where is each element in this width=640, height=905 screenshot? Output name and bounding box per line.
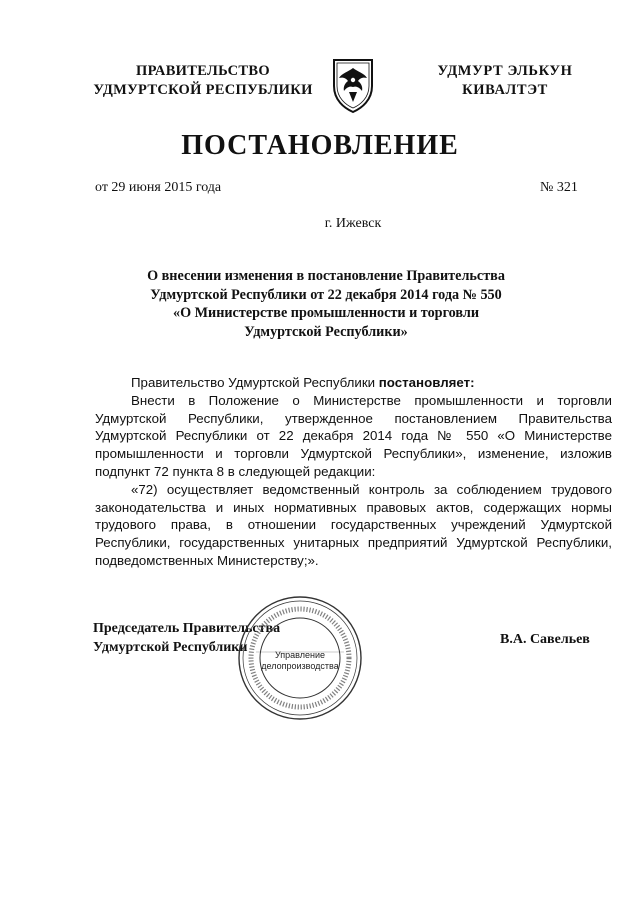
- body-paragraph-3: «72) осуществляет ведомственный контроль за соблюдением трудового законодательства и иных нормативных правовых актов, содержащих нормы трудового права, в отношении государственных учреждений Удмуртской Республики, государственных унитарных предприятий Удмуртской Республики, подведомственных Министерству;».: [95, 481, 612, 568]
- header-right-line1: УДМУРТ ЭЛЬКУН: [437, 63, 573, 79]
- document-title: ПОСТАНОВЛЕНИЕ: [181, 130, 459, 161]
- signature-position-line2: Удмуртской Республики: [93, 640, 248, 655]
- coat-of-arms-icon: [330, 56, 376, 114]
- header-government-ru: [78, 62, 328, 100]
- document-subject: [130, 267, 522, 341]
- subject-line3: «О Министерстве промышленности и торговли: [172, 305, 480, 321]
- official-stamp: [236, 594, 364, 722]
- body-paragraph-2: Внести в Положение о Министерстве промышленности и торговли Удмуртской Республики, утвержденное постановлением Правительства Удмуртской Республики от 22 декабря 2014 года № 550 «О Министерстве промышленности и торговли Удмуртской Республики», изменение, изложив подпункт 72 пункта 8 в следующей редакции:: [95, 392, 612, 479]
- header-left-line1: ПРАВИТЕЛЬСТВО: [136, 63, 270, 79]
- subject-line1: О внесении изменения в постановление Правительства: [147, 268, 505, 284]
- signature-position-line1: Председатель Правительства: [93, 621, 281, 636]
- document-city: г. Ижевск: [324, 216, 382, 231]
- subject-line2: Удмуртской Республики от 22 декабря 2014 года № 550: [150, 286, 502, 303]
- stamp-center-line2: делопроизводства: [261, 661, 339, 671]
- header-right-line2: КИВАЛТЭТ: [462, 82, 548, 98]
- body-paragraph-1: [95, 374, 612, 392]
- stamp-center-line1: Управление: [274, 650, 326, 660]
- document-body: [95, 374, 612, 570]
- body-p1-text: Правительство Удмуртской Республики: [131, 375, 379, 390]
- header-left-line2: УДМУРТСКОЙ РЕСПУБЛИКИ: [93, 82, 313, 98]
- signature-name: В.А. Савельев: [500, 632, 590, 647]
- body-p1-bold: постановляет:: [378, 375, 475, 390]
- subject-line4: Удмуртской Республики»: [244, 323, 408, 340]
- document-number: № 321: [540, 180, 578, 195]
- document-date: от 29 июня 2015 года: [95, 180, 222, 195]
- header-government-udm: [420, 62, 590, 100]
